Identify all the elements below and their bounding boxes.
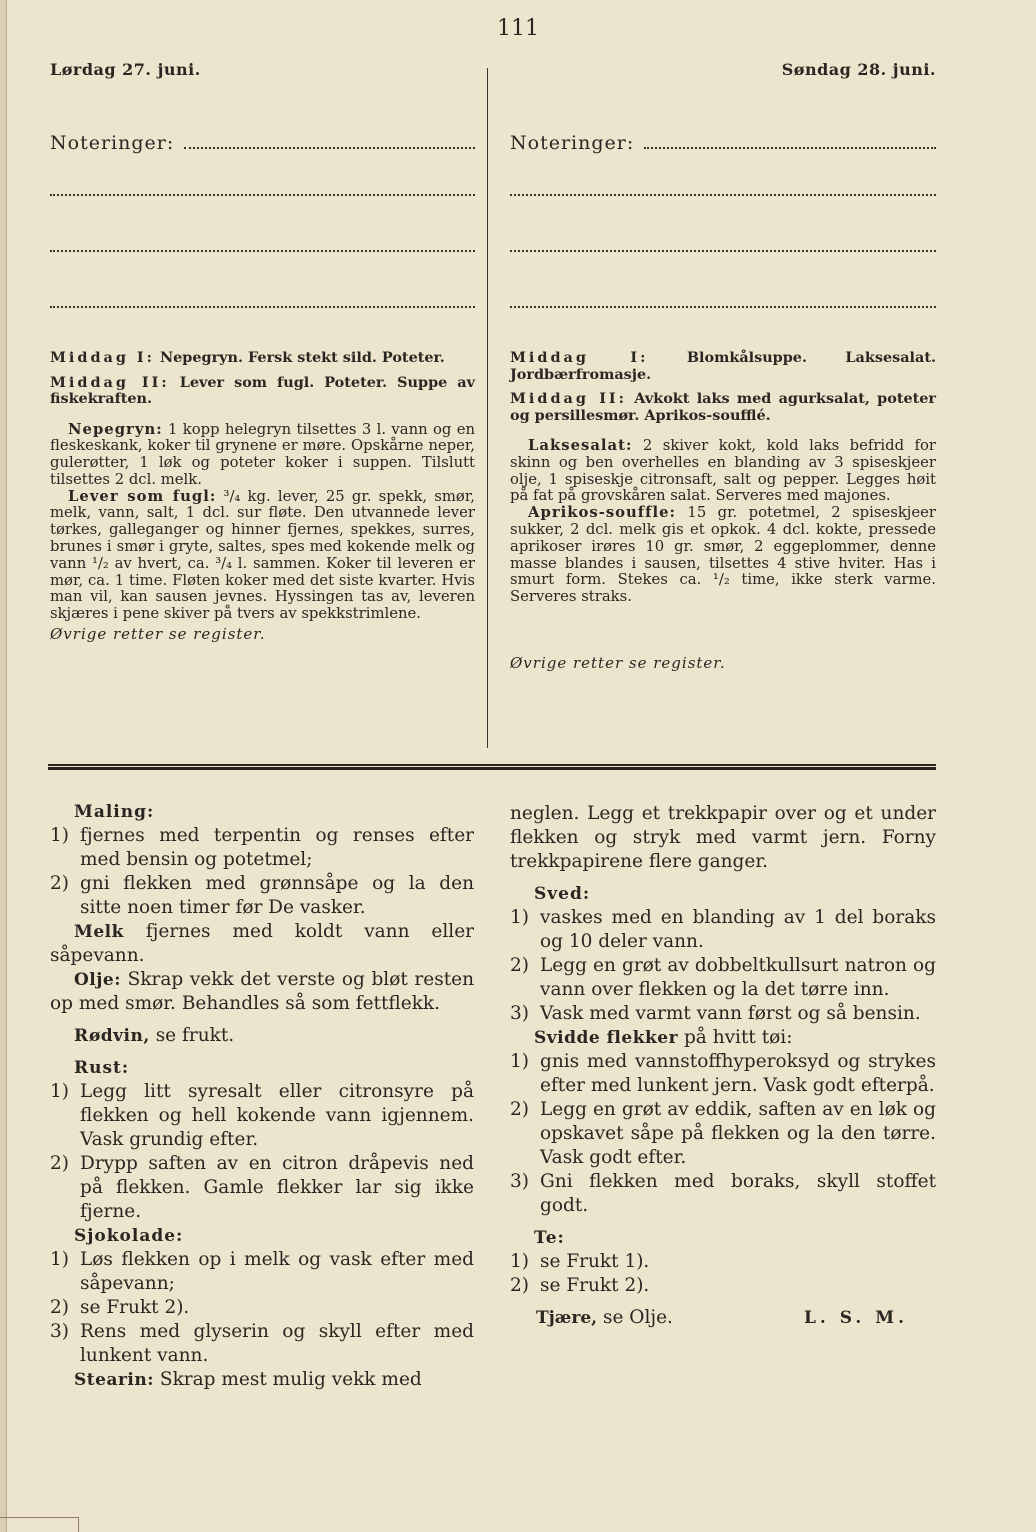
list-item: 2) gni flekken med grønnsåpe og la den sitte noen timer før De vasker. [50,873,474,918]
dotted-line [644,133,936,149]
list-item: 1) vaskes med en blanding av 1 del boraks og 10 deler vann. [510,907,936,952]
list-item: 3) Gni flekken med boraks, skyll stoffet godt. [510,1171,936,1216]
sunday-meals [510,350,936,672]
column-divider [487,68,488,748]
list-item: 2) Drypp saften av en citron dråpevis ned på flekken. Gamle flekker lar sig ikke fjerne. [50,1153,474,1222]
notes-label: Noteringer: [510,132,635,154]
sjokolade-heading: Sjokolade: [74,1226,184,1246]
list-item: 2) Legg en grøt av eddik, saften av en løk og opskavet såpe på flekken og la den tørre. Vask godt efter. [510,1099,936,1168]
page-edge [0,0,7,1532]
list-item: 1) fjernes med terpentin og renses efter med bensin og potetmel; [50,825,474,870]
saturday-notes [50,132,475,308]
list-item: 3) Rens med glyserin og skyll efter med lunkent vann. [50,1321,474,1366]
notes-label: Noteringer: [50,132,175,154]
list-item: 3) Vask med varmt vann først og så bensin. [510,1003,921,1024]
list-item: 1) Løs flekken op i melk og vask efter med såpevann; [50,1249,474,1294]
dotted-line [50,248,475,252]
sunday-column [510,60,937,672]
middag-2: Middag II: Avkokt laks med agurksalat, poteter og persillesmør. Aprikos-soufflé. [510,390,937,424]
recipe-lever-som-fugl: Lever som fugl: ³/₄ kg. lever, 25 gr. spekk, smør, melk, vann, salt, 1 dcl. sur fløte. Den utvannede lever tørkes, galleganger og hinner fjernes, spekkes, surres, brunes i smør i gryte, saltes, spes med kokende melk og vann ¹/₂ av hvert, ca. ³/₄ l. sammen. Koker til leveren er mør, ca. 1 time. Fløten koker med det siste kvarter. Hvis man vil, kan sausen jevnes. Hyssingen tas av, leveren skjæres i pene skiver på tvers av spekkstrimlene. [50,487,475,623]
see-register-note: Øvrige retter se register. [510,653,726,672]
dotted-line [510,304,936,308]
maling-heading: Maling: [74,802,155,822]
list-item: 2) se Frukt 2). [510,1275,650,1296]
saturday-column [50,60,475,644]
list-item: 1) se Frukt 1). [510,1251,650,1272]
stearin-entry: Stearin: Skrap mest mulig vekk med [74,1369,422,1390]
dotted-line [510,248,936,252]
list-item: 1) gnis med vannstoffhyperoksyd og strykes efter med lunkent jern. Vask godt efterpå. [510,1051,936,1096]
list-item: 2) Legg en grøt av dobbeltkullsurt natron og vann over flekken og la det tørre inn. [510,955,936,1000]
section-rule [48,764,936,770]
olje-entry: Olje: Skrap vekk det verste og bløt resten op med smør. Behandles så som fettflekk. [50,969,474,1014]
sved-heading: Sved: [534,884,591,904]
corner-mark [0,1517,79,1532]
author-signature: L. S. M. [803,1308,908,1328]
rust-heading: Rust: [74,1058,130,1078]
stain-guide-right [510,802,936,1330]
sunday-header: Søndag 28. juni. [781,60,936,79]
middag-1: Middag I: Nepegryn. Fersk stekt sild. Poteter. [50,349,445,366]
stain-guide-left [50,800,474,1392]
page-number: 111 [497,16,539,41]
tjaere-entry: Tjære, se Olje. [536,1307,673,1328]
rodvin-entry: Rødvin, se frukt. [74,1025,235,1046]
dotted-line [50,304,475,308]
closing-row [510,1306,936,1330]
recipe-nepegryn: Nepegryn: 1 kopp helegryn tilsettes 3 l. vann og en fleskeskank, koker til grynene er møre. Opskårne neper, gulerøtter, 1 løk og poteter koker i suppen. Tilslutt tilsettes 2 dcl. melk. [50,420,475,488]
list-item: 2) se Frukt 2). [50,1297,190,1318]
saturday-meals [50,350,475,643]
saturday-header: Lørdag 27. juni. [50,60,201,79]
melk-entry: Melk fjernes med koldt vann eller såpevann. [50,921,475,966]
te-heading: Te: [534,1228,565,1248]
dotted-line [510,192,936,196]
recipe-laksesalat: Laksesalat: 2 skiver kokt, kold laks befridd for skinn og ben overhelles en blanding av 3 spiseskjeer olje, 1 spiseskje citronsaft, salt og pepper. Legges høit på fat på grovskåren salat. Serveres med majones. [510,437,936,505]
stearin-continued: neglen. Legg et trekkpapir over og et under flekken og stryk med varmt jern. Forny trekkpapirene flere ganger. [510,803,936,872]
svidde-heading: Svidde flekker på hvitt tøi: [534,1027,793,1048]
recipe-aprikos-souffle: Aprikos-souffle: 15 gr. potetmel, 2 spiseskjeer sukker, 2 dcl. melk gis et opkok. 4 dcl. kokte, pressede aprikoser irøres 10 gr. smør, 2 eggeplommer, denne masse blandes i sausen, tilsettes 4 stive hviter. Has i smurt form. Stekes ca. ¹/₂ time, ikke sterk varme. Serveres straks. [510,504,936,606]
dotted-line [184,133,475,149]
sunday-notes [510,132,936,308]
dotted-line [50,192,475,196]
middag-1: Middag I: Blomkålsuppe. Laksesalat. Jordbærfromasje. [510,349,936,383]
see-register-note: Øvrige retter se register. [50,625,266,644]
middag-2: Middag II: Lever som fugl. Poteter. Suppe av fiskekraften. [50,373,475,407]
list-item: 1) Legg litt syresalt eller citronsyre på flekken og hell kokende vann igjennem. Vask grundig efter. [50,1081,474,1150]
